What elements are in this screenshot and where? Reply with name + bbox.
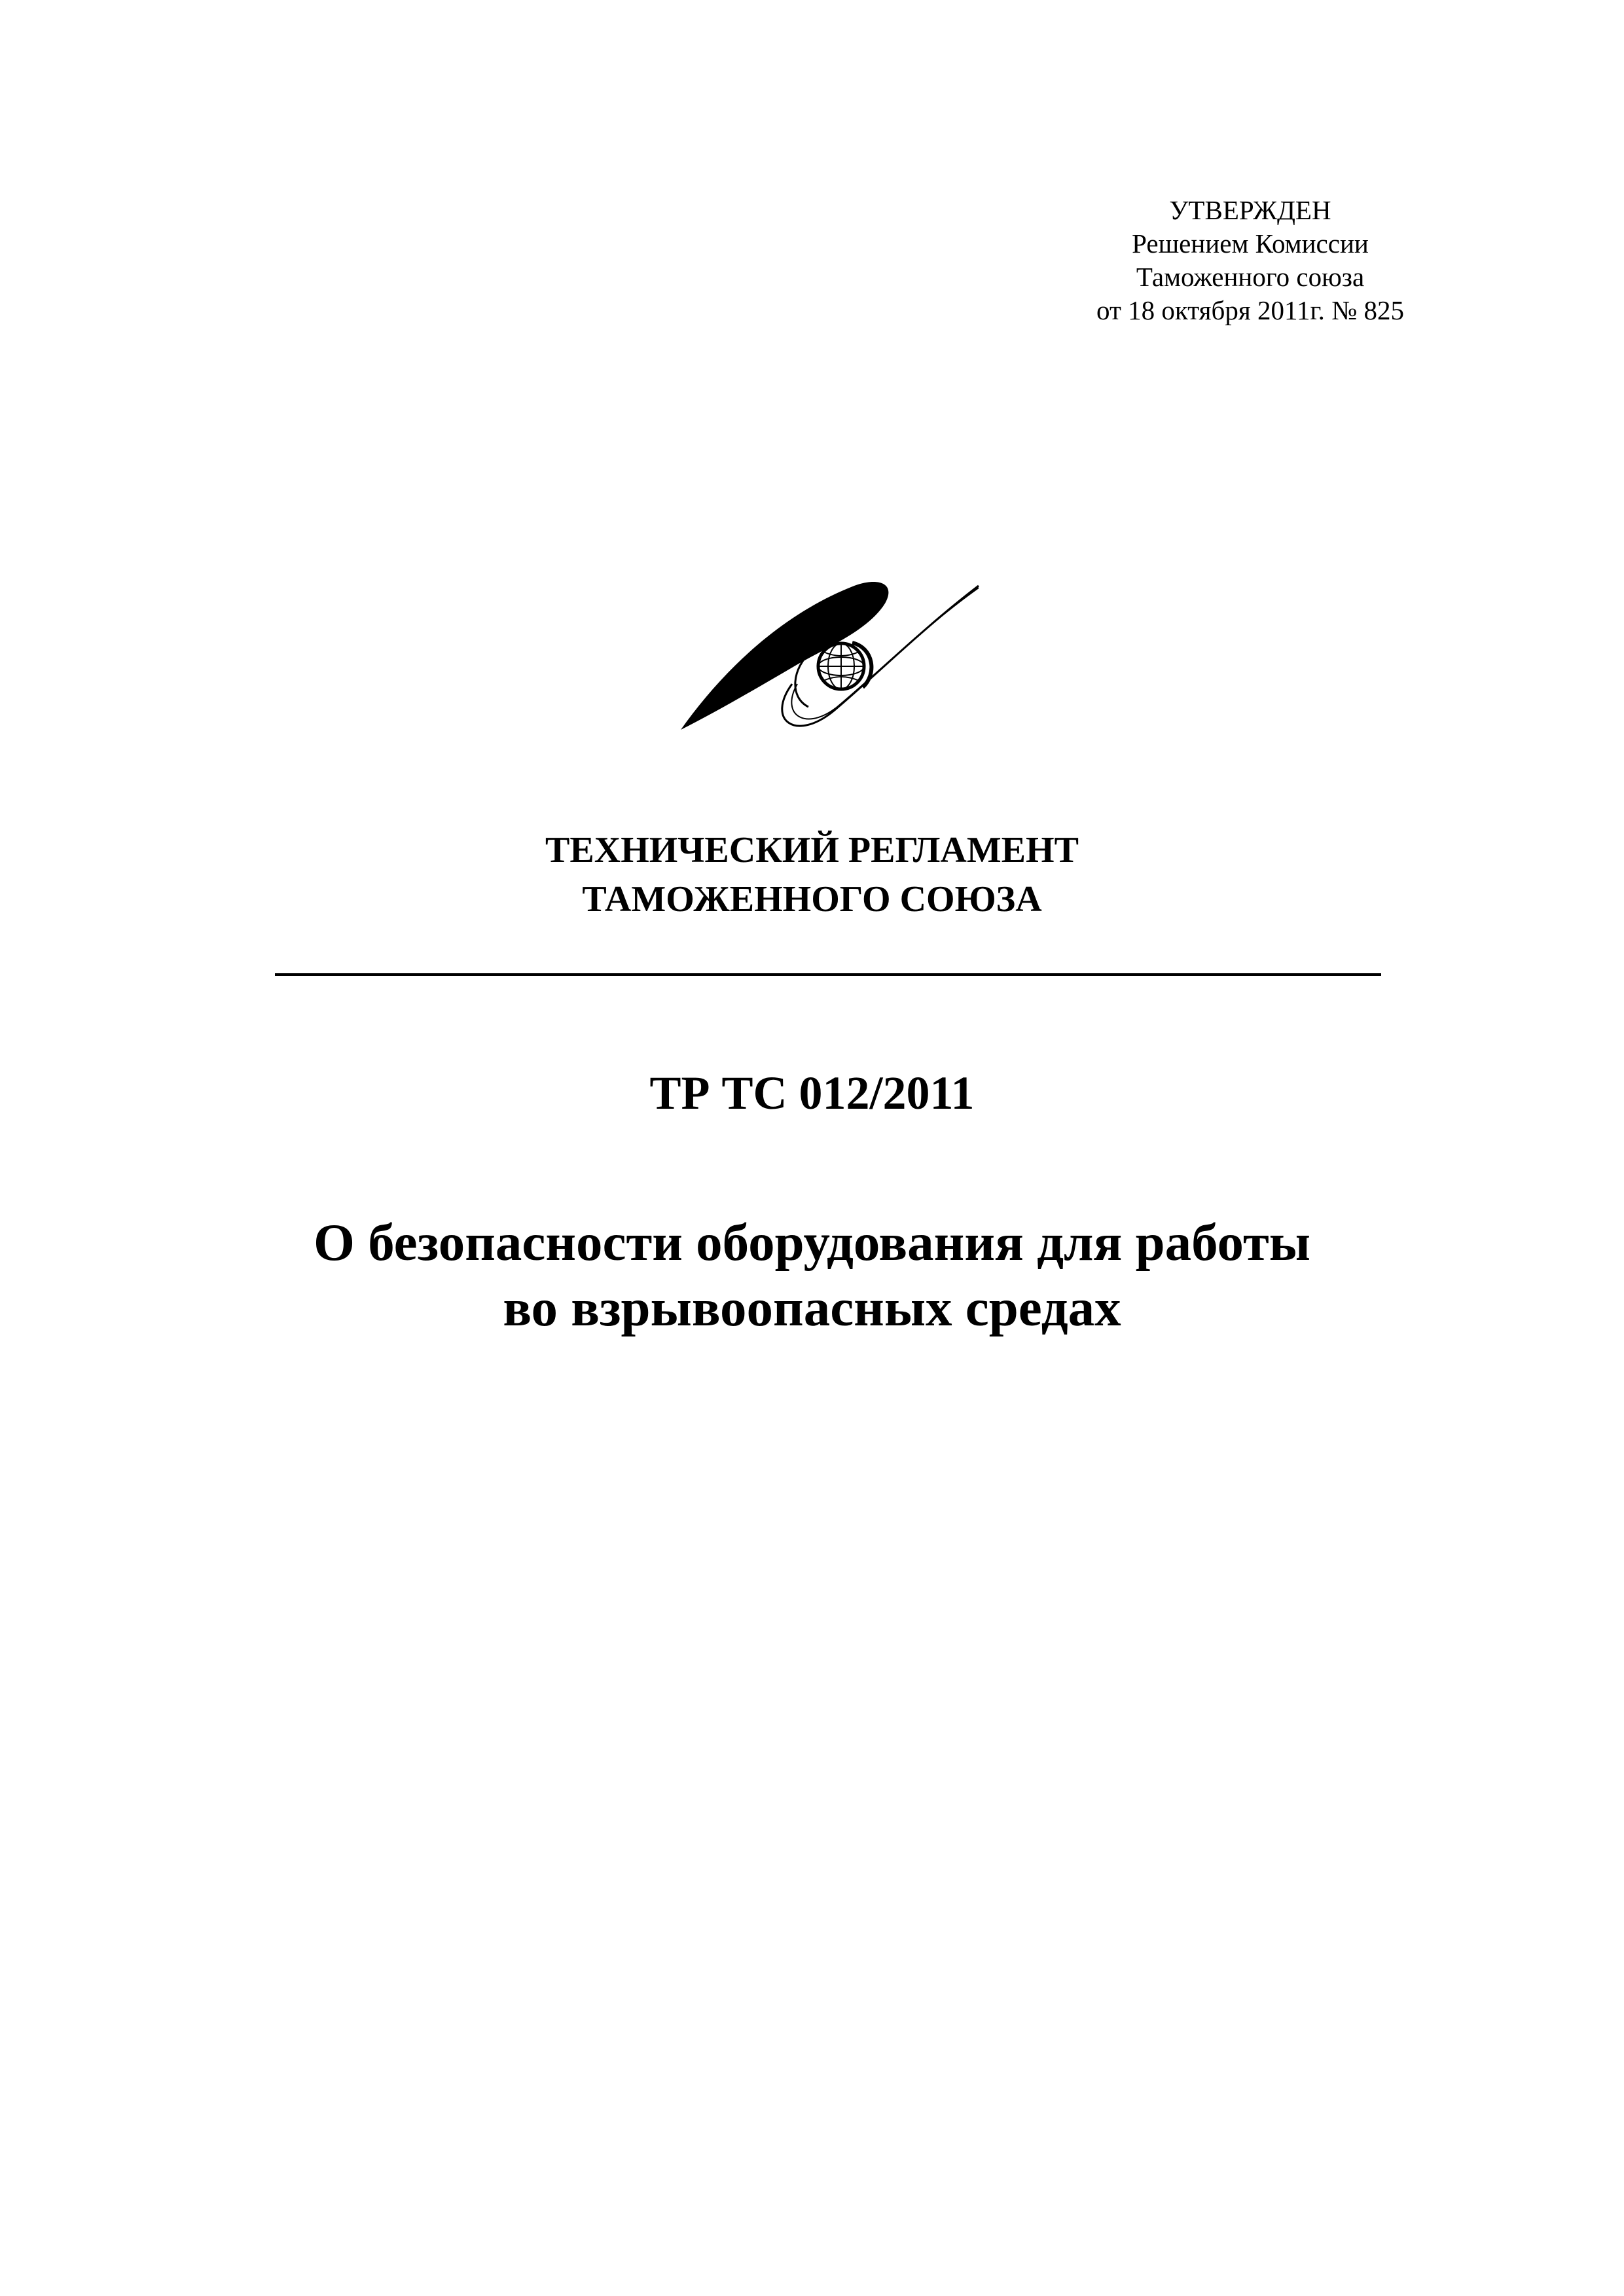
regulation-code: ТР ТС 012/2011 (649, 1067, 975, 1119)
regulation-subject-line2: во взрывоопасных средах (503, 1278, 1121, 1337)
customs-union-emblem-icon (681, 569, 1034, 759)
regulation-heading (0, 826, 1624, 924)
regulation-heading-line1: ТЕХНИЧЕСКИЙ РЕГЛАМЕНТ (545, 830, 1079, 870)
approval-authority: Решением Комиссии (1132, 228, 1369, 259)
approval-organization: Таможенного союза (1136, 262, 1365, 292)
regulation-subject-line1: О безопасности оборудования для работы (313, 1213, 1311, 1272)
regulation-heading-line2: ТАМОЖЕННОГО СОЮЗА (582, 879, 1042, 920)
approval-status: УТВЕРЖДЕН (1169, 195, 1331, 225)
approval-date-number: от 18 октября 2011г. № 825 (1096, 295, 1404, 325)
horizontal-divider (275, 973, 1381, 976)
approval-block (1021, 194, 1479, 327)
regulation-subject (0, 1210, 1624, 1340)
